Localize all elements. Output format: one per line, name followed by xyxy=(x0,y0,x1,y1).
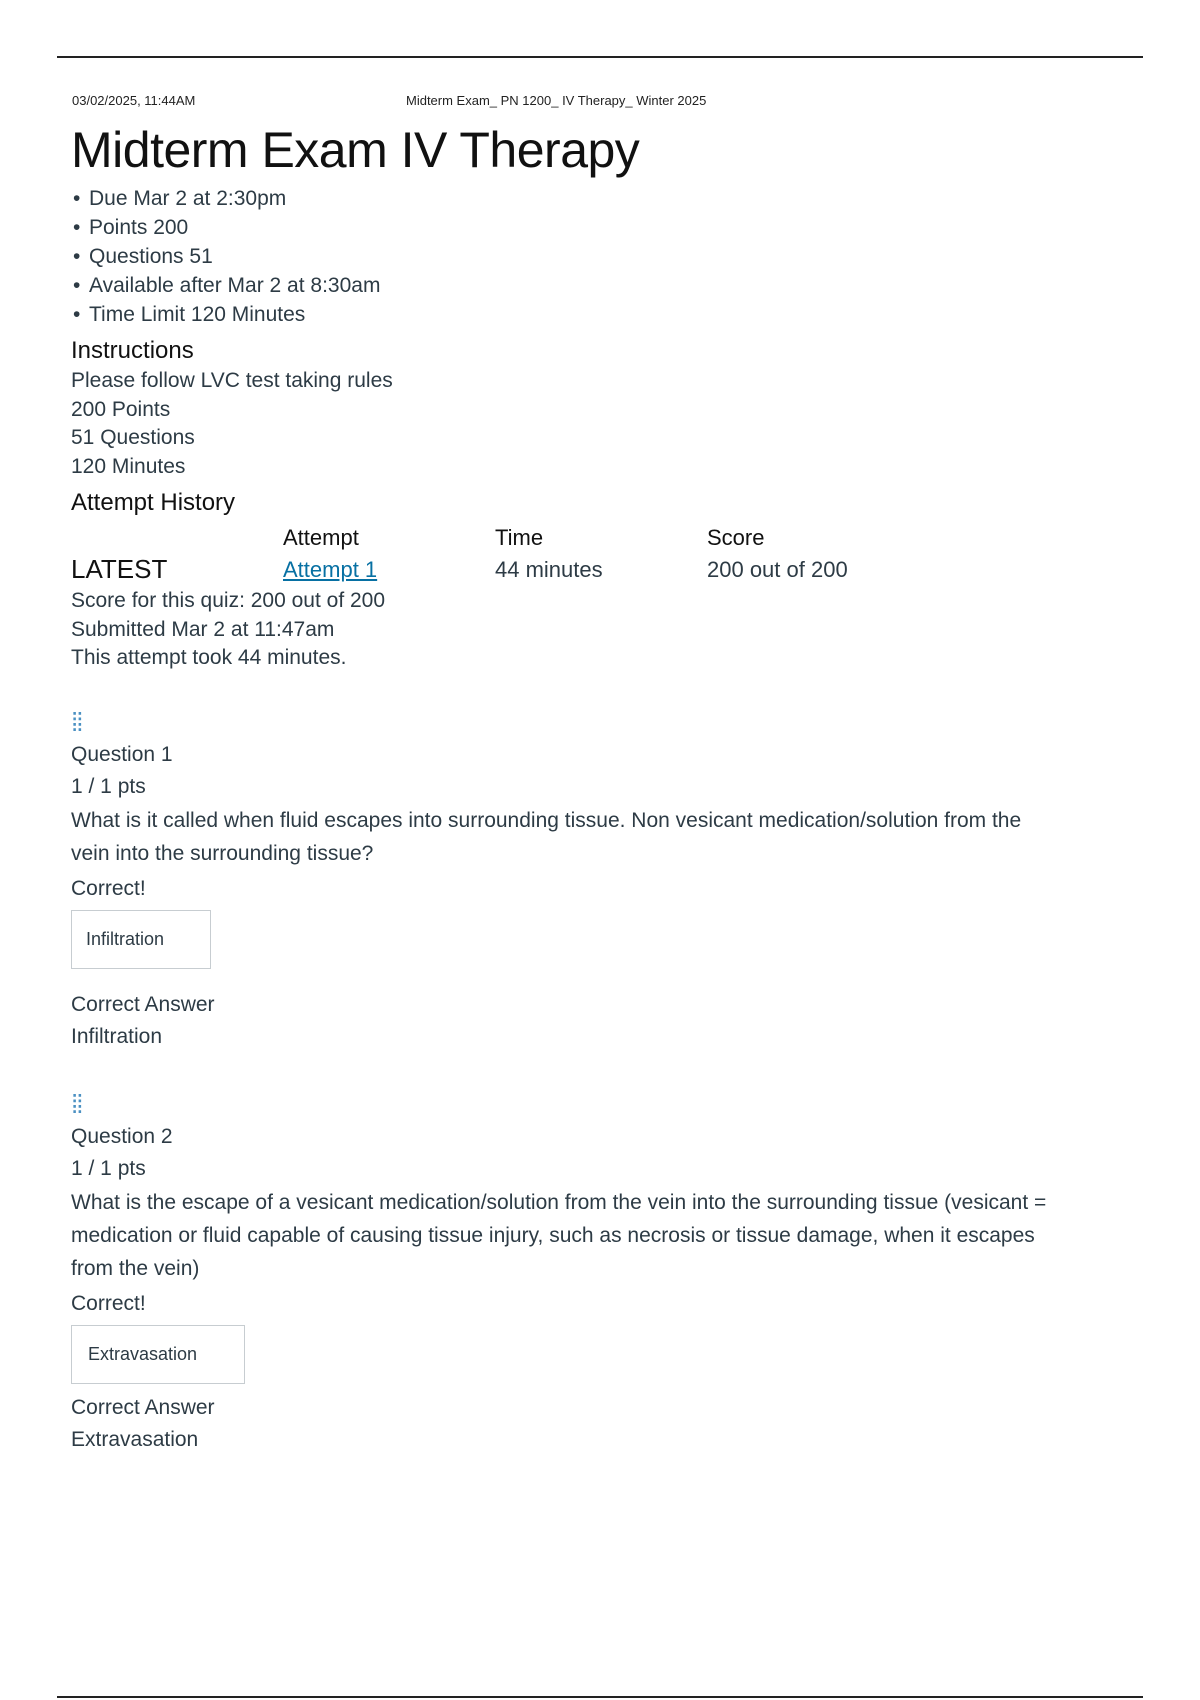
instructions-body xyxy=(71,367,1081,481)
column-header-score: Score xyxy=(707,525,765,550)
latest-label: LATEST xyxy=(71,554,168,584)
bottom-rule xyxy=(57,1696,1143,1698)
correct-flag: Correct! xyxy=(71,1291,146,1315)
detail-questions: • Questions 51 xyxy=(89,242,1081,271)
print-header xyxy=(72,93,707,108)
correct-answer-value: Infiltration xyxy=(71,1024,163,1048)
correct-answer-label: Correct Answer xyxy=(71,1395,215,1419)
detail-due: • Due Mar 2 at 2:30pm xyxy=(89,184,1081,213)
correct-flag: Correct! xyxy=(71,876,146,900)
attempt-score: 200 out of 200 xyxy=(707,557,848,582)
attempt-history-heading: Attempt History xyxy=(71,489,236,516)
question-points: 1 / 1 pts xyxy=(71,774,146,798)
question-points: 1 / 1 pts xyxy=(71,1156,146,1180)
question-title: Question 2 xyxy=(71,1124,173,1148)
detail-available: • Available after Mar 2 at 8:30am xyxy=(89,271,1081,300)
question-card xyxy=(71,1088,1081,1456)
question-text: What is it called when fluid escapes into surrounding tissue. Non vesicant medication/solution from the vein into the surrounding tissue? xyxy=(71,808,1022,865)
instruction-line: 200 Points xyxy=(71,397,171,421)
correct-answer-label: Correct Answer xyxy=(71,992,215,1016)
quiz-details-list xyxy=(71,184,1081,329)
question-title: Question 1 xyxy=(71,742,173,766)
drag-handle-icon: ⁞⁞ xyxy=(71,1088,82,1119)
instruction-line: Please follow LVC test taking rules xyxy=(71,369,393,392)
attempt-time: 44 minutes xyxy=(495,557,603,582)
quiz-content xyxy=(71,120,1081,1456)
instructions-heading: Instructions xyxy=(71,337,194,364)
submitted-time: Submitted Mar 2 at 11:47am xyxy=(71,617,335,641)
detail-time-limit: • Time Limit 120 Minutes xyxy=(89,300,1081,329)
instruction-line: 120 Minutes xyxy=(71,454,186,478)
page-title: Midterm Exam IV Therapy xyxy=(71,122,640,178)
attempt-1-link[interactable]: Attempt 1 xyxy=(283,557,378,582)
print-datetime: 03/02/2025, 11:44AM xyxy=(72,93,196,108)
question-card xyxy=(71,706,1081,1053)
attempt-history-table xyxy=(71,525,1081,587)
quiz-score: Score for this quiz: 200 out of 200 xyxy=(71,589,386,612)
selected-answer: Extravasation xyxy=(71,1325,245,1384)
column-header-attempt: Attempt xyxy=(283,525,359,550)
detail-points: • Points 200 xyxy=(89,213,1081,242)
correct-answer-value: Extravasation xyxy=(71,1427,199,1451)
column-header-time: Time xyxy=(495,525,544,550)
attempt-cell xyxy=(283,557,377,583)
question-text: What is the escape of a vesicant medication/solution from the vein into the surrounding tissue (vesicant = medication or fluid capable of causing tissue injury, such as necrosis or tissue damage, when it escapes from the vein) xyxy=(71,1190,1047,1280)
selected-answer: Infiltration xyxy=(71,910,211,969)
attempt-duration: This attempt took 44 minutes. xyxy=(71,646,347,669)
drag-handle-icon: ⁞⁞ xyxy=(71,706,82,737)
print-doc-title: Midterm Exam_ PN 1200_ IV Therapy_ Winter 2025 xyxy=(406,93,707,108)
attempt-summary xyxy=(71,587,1081,673)
instruction-line: 51 Questions xyxy=(71,426,195,449)
top-rule xyxy=(57,56,1143,58)
